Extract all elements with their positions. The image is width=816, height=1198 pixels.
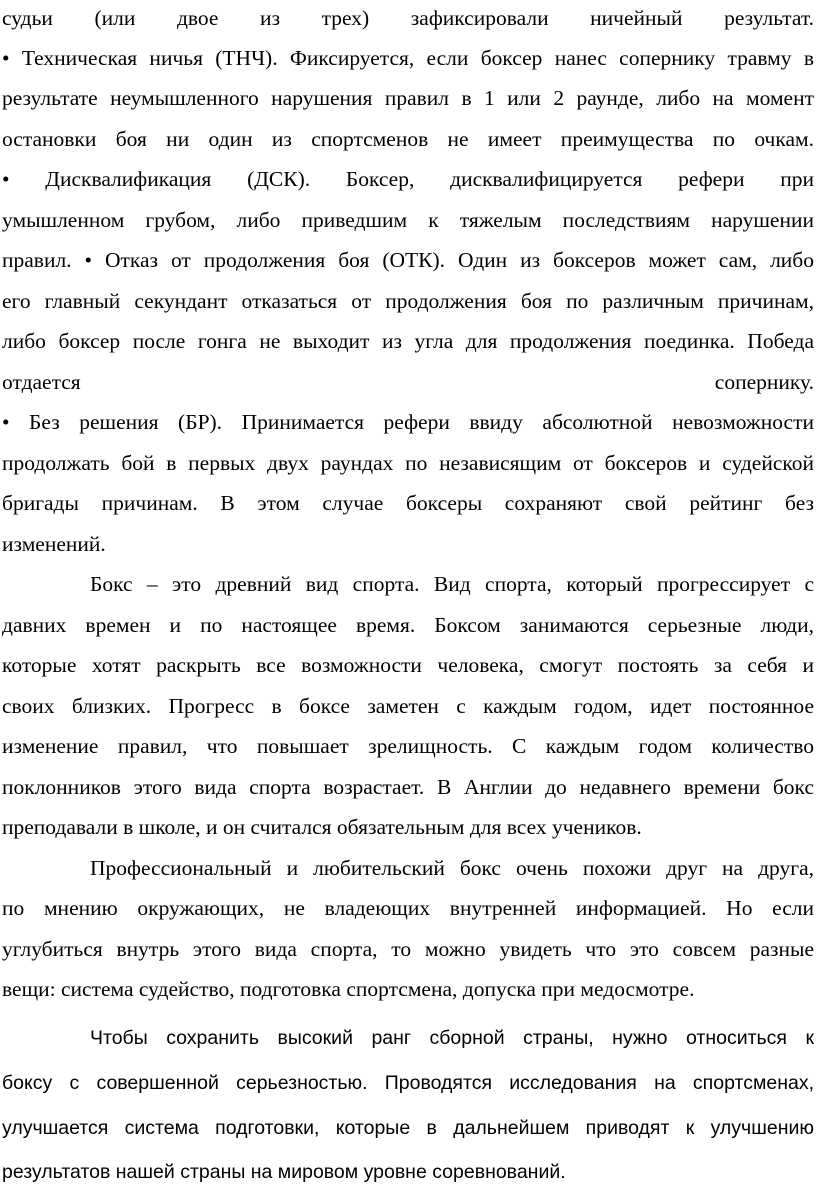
text-line: изменение правил, что повышает зрелищность. С каждым годом количество (2, 734, 814, 758)
text-line: улучшается система подготовки, которые в дальнейшем приводят к улучшению (2, 1117, 814, 1139)
text-line: Чтобы сохранить высокий ранг сборной страны, нужно относиться к (90, 1027, 814, 1049)
text-line: Бокс – это древний вид спорта. Вид спорта, который прогрессирует с (90, 572, 814, 596)
text-line: продолжать бой в первых двух раундах по независящим от боксеров и судейской (2, 451, 814, 475)
text-line: боксу с совершенной серьезностью. Проводятся исследования на спортсменах, (2, 1072, 814, 1094)
text-line: результате неумышленного нарушения правил в 1 или 2 раунде, либо на момент (2, 86, 814, 110)
text-line: которые хотят раскрыть все возможности человека, смогут постоять за себя и (2, 653, 814, 677)
text-line: его главный секундант отказаться от продолжения боя по различным причинам, (2, 289, 814, 313)
text-line: результатов нашей страны на мировом уровне соревнований. (2, 1161, 566, 1183)
text-line: умышленном грубом, либо приведшим к тяжелым последствиям нарушении (2, 208, 814, 232)
text-line: по мнению окружающих, не владеющих внутренней информацией. Но если (2, 896, 814, 920)
text-line: вещи: система судейство, подготовка спортсмена, допуска при медосмотре. (2, 977, 695, 1001)
text-line: • Без решения (БР). Принимается рефери ввиду абсолютной невозможности (2, 410, 814, 434)
text-line: углубиться внутрь этого вида спорта, то можно увидеть что это совсем разные (2, 937, 814, 961)
text-line: правил. • Отказ от продолжения боя (ОТК). Один из боксеров может сам, либо (2, 248, 814, 272)
text-line: остановки боя ни один из спортсменов не имеет преимущества по очкам. (2, 127, 814, 151)
text-line: поклонников этого вида спорта возрастает. В Англии до недавнего времени бокс (2, 775, 814, 799)
text-line: давних времен и по настоящее время. Боксом занимаются серьезные люди, (2, 613, 814, 637)
text-line: • Техническая ничья (ТНЧ). Фиксируется, если боксер нанес сопернику травму в (2, 46, 814, 70)
text-line: изменений. (2, 532, 106, 556)
text-line: преподавали в школе, и он считался обязательным для всех учеников. (2, 815, 642, 839)
text-line: • Дисквалификация (ДСК). Боксер, дисквалифицируется рефери при (2, 167, 814, 191)
text-line: Профессиональный и любительский бокс очень похожи друг на друга, (90, 856, 814, 880)
text-line: либо боксер после гонга не выходит из угла для продолжения поединка. Победа (2, 329, 814, 353)
text-line: бригады причинам. В этом случае боксеры сохраняют свой рейтинг без (2, 491, 814, 515)
text-line: судьи (или двое из трех) зафиксировали ничейный результат. (2, 6, 814, 30)
text-line: отдается сопернику. (2, 370, 814, 394)
text-line: своих близких. Прогресс в боксе заметен с каждым годом, идет постоянное (2, 694, 814, 718)
